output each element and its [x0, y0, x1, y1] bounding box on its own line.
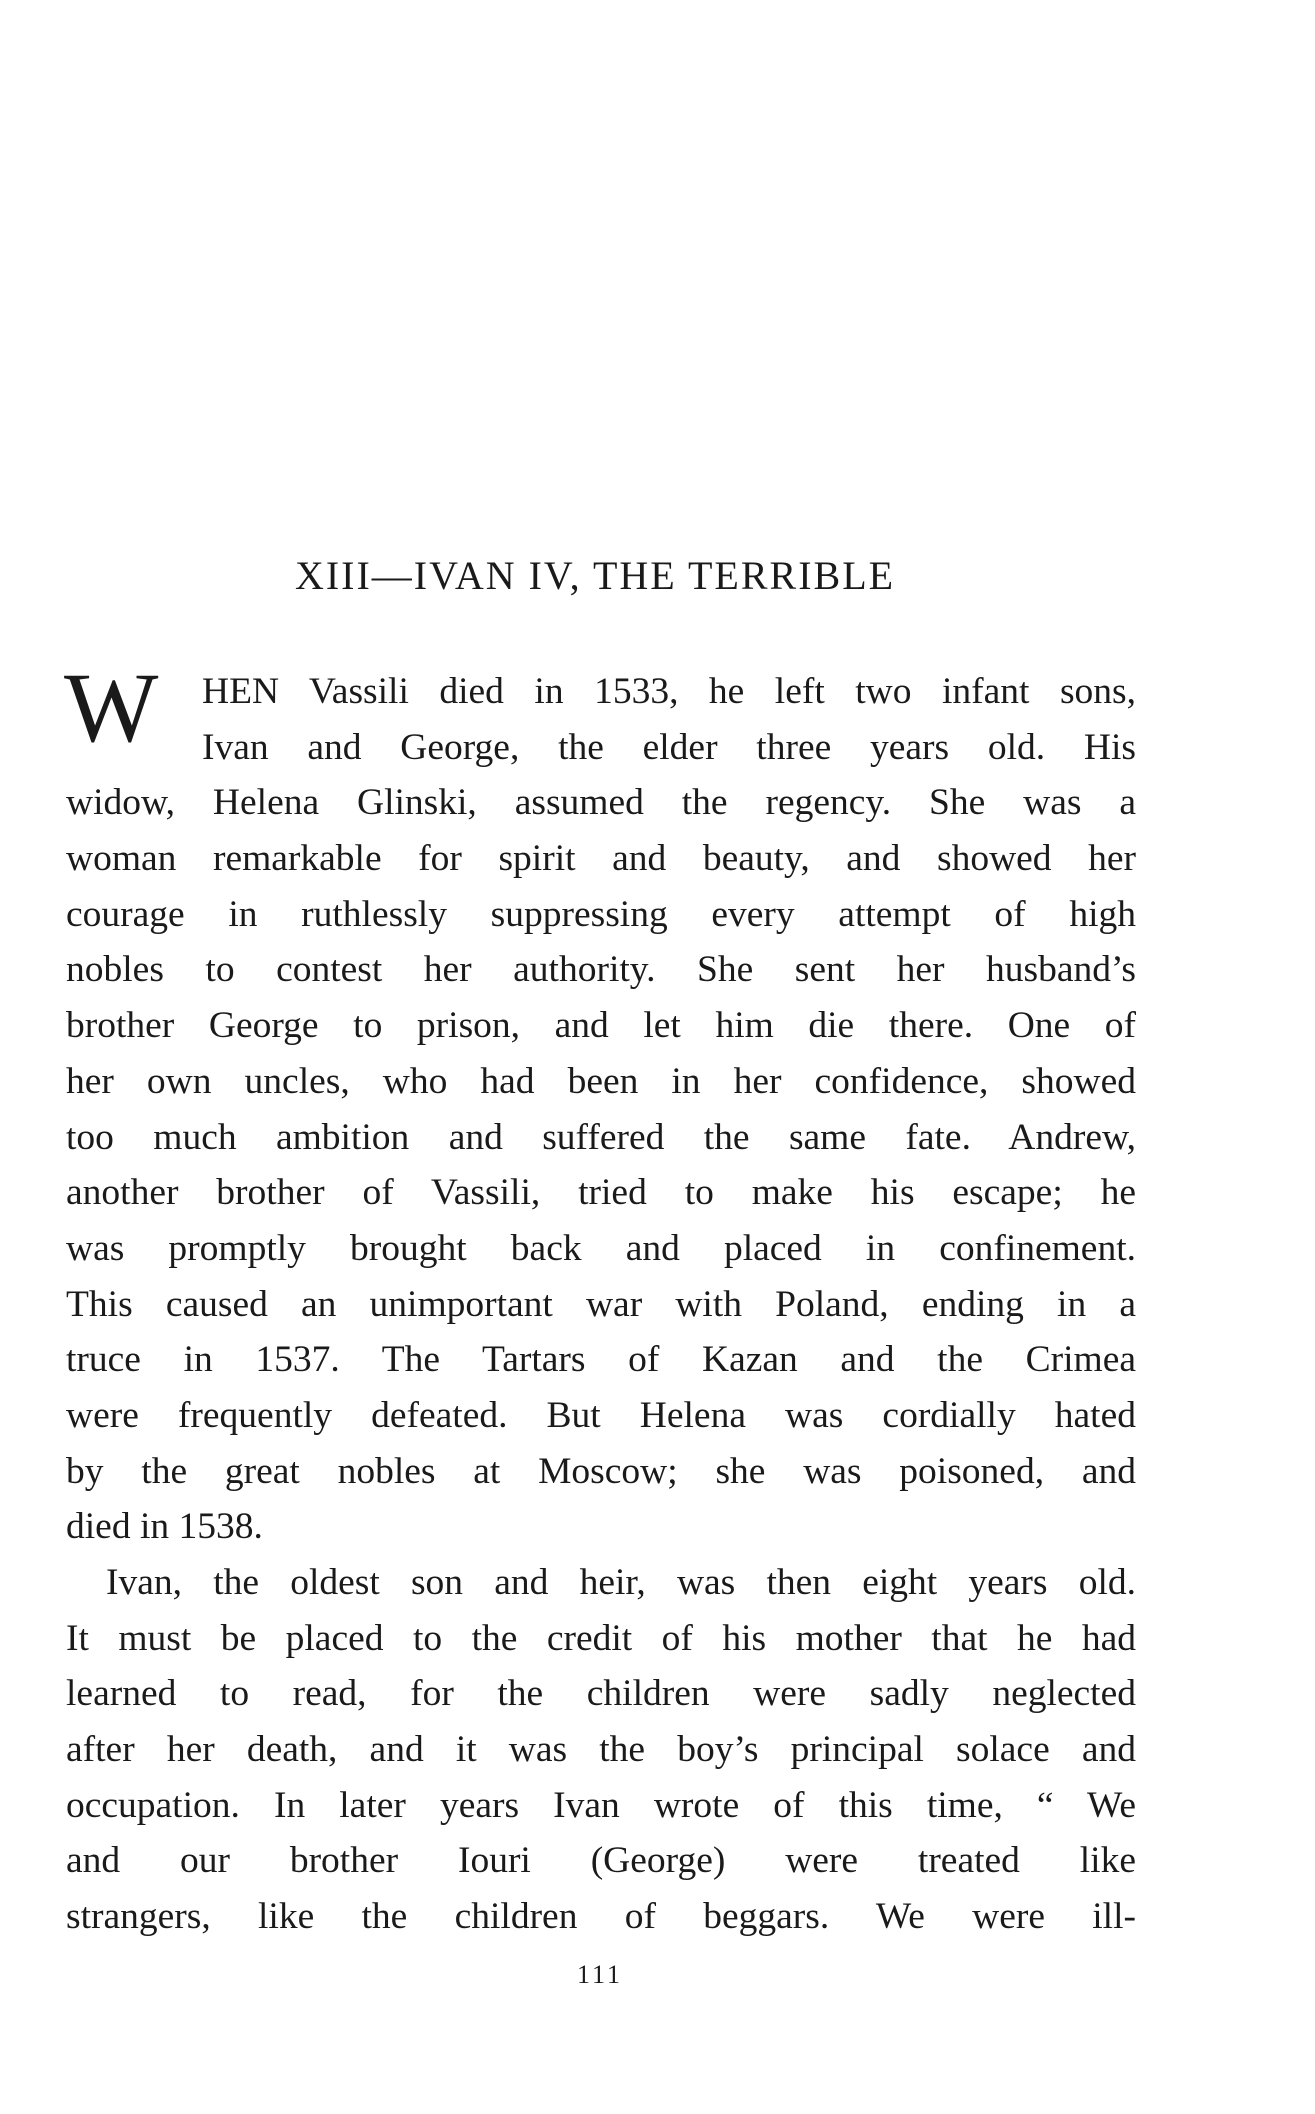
text-line: another brother of Vassili, tried to make his escape; he — [66, 1172, 1136, 1214]
text-line: Ivan and George, the elder three years old. His — [202, 726, 1136, 768]
text-line: HEN Vassili died in 1533, he left two infant sons, — [202, 671, 1136, 712]
text-line: learned to read, for the children were sadly neglected — [66, 1673, 1136, 1715]
text-line: and our brother Iouri (George) were treated like — [66, 1840, 1136, 1882]
text-line: too much ambition and suffered the same fate. Andrew, — [66, 1116, 1136, 1158]
text-line: by the great nobles at Moscow; she was poisoned, and — [66, 1450, 1136, 1492]
text-line: were frequently defeated. But Helena was cordially hated — [66, 1394, 1136, 1436]
text-line: courage in ruthlessly suppressing every attempt of high — [66, 893, 1136, 935]
text-line: woman remarkable for spirit and beauty, and showed her — [66, 838, 1136, 880]
text-line: occupation. In later years Ivan wrote of this time, “ We — [66, 1784, 1136, 1826]
text-line: nobles to contest her authority. She sent her husband’s — [66, 949, 1136, 991]
text-line: after her death, and it was the boy’s principal solace and — [66, 1729, 1136, 1771]
text-line: died in 1538. — [66, 1506, 263, 1548]
drop-cap: W — [64, 652, 159, 763]
text-line: strangers, like the children of beggars. We were ill- — [66, 1896, 1136, 1938]
text-line: This caused an unimportant war with Poland, ending in a — [66, 1283, 1136, 1325]
body-text — [66, 664, 1136, 1945]
text-line: truce in 1537. The Tartars of Kazan and the Crimea — [66, 1339, 1136, 1381]
text-line: was promptly brought back and placed in confinement. — [66, 1227, 1136, 1269]
chapter-title: XIII—IVAN IV, THE TERRIBLE — [294, 553, 896, 598]
text-line: brother George to prison, and let him die there. One of — [66, 1005, 1136, 1047]
text-line: Ivan, the oldest son and heir, was then eight years old. — [106, 1562, 1136, 1603]
text-line: It must be placed to the credit of his mother that he had — [66, 1617, 1136, 1659]
text-line: her own uncles, who had been in her confidence, showed — [66, 1060, 1136, 1102]
text-line: widow, Helena Glinski, assumed the regency. She was a — [66, 782, 1136, 824]
page-number: 111 — [576, 1960, 624, 1989]
